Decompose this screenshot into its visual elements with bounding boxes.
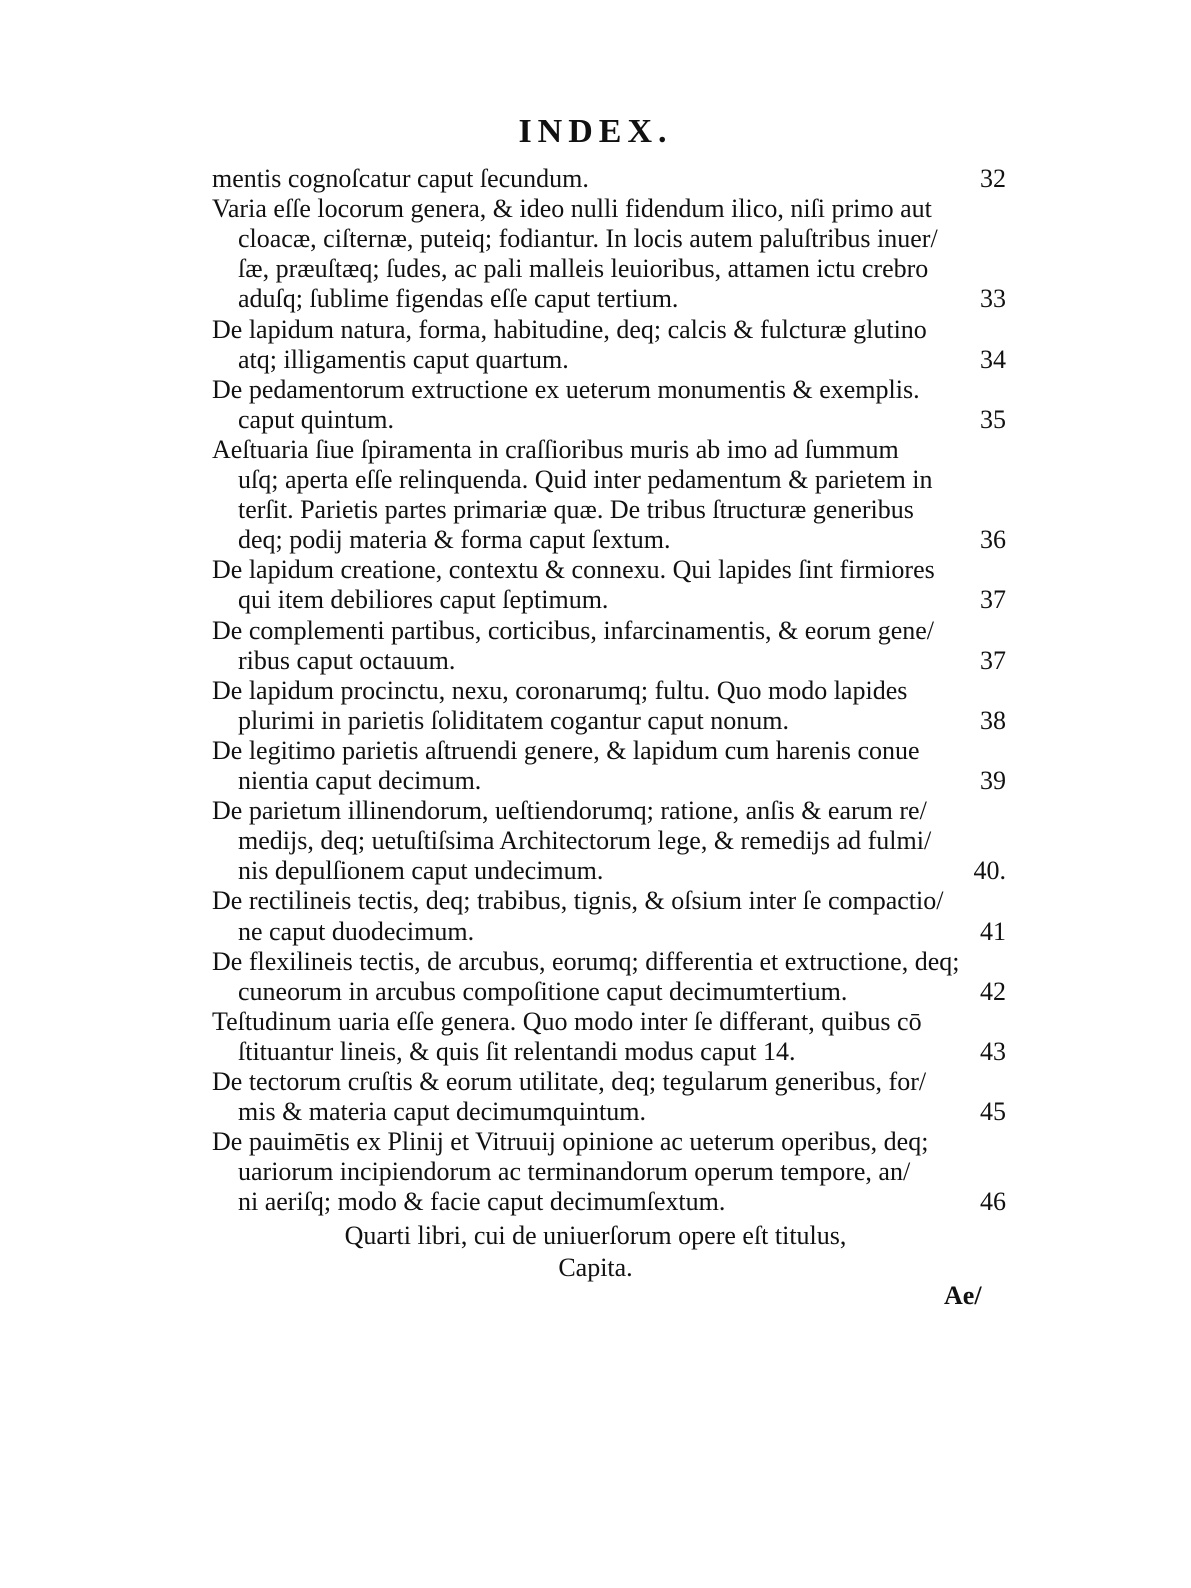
- index-line-text: ne caput duodecimum.: [238, 917, 475, 946]
- index-line-text: ni aeriſq; modo & facie caput decimumſextum.: [238, 1187, 726, 1216]
- index-line-text: De lapidum procinctu, nexu, coronarumq; fultu. Quo modo lapides: [212, 676, 908, 705]
- index-line-text: mis & materia caput decimumquintum.: [238, 1097, 646, 1126]
- index-line: [238, 254, 1006, 284]
- index-line-text: deq; podij materia & forma caput ſextum.: [238, 525, 671, 554]
- index-line-text: De pedamentorum extructione ex ueterum monumentis & exemplis.: [212, 375, 920, 404]
- index-line-text: cloacæ, ciſternæ, puteiq; fodiantur. In locis autem paluſtribus inuer/: [238, 224, 938, 253]
- catchword: Ae/: [944, 1281, 982, 1310]
- index-line-text: uariorum incipiendorum ac terminandorum operum tempore, an/: [238, 1157, 911, 1186]
- page-number: 43: [980, 1037, 1006, 1066]
- index-line: [212, 736, 1006, 766]
- index-line-text: De legitimo parietis aſtruendi genere, & lapidum cum harenis conue: [212, 736, 920, 765]
- index-line-text: mentis cognoſcatur caput ſecundum.: [212, 164, 589, 193]
- index-line-text: cuneorum in arcubus compoſitione caput decimumtertium.: [238, 977, 848, 1006]
- index-line-text: nis depulſionem caput undecimum.: [238, 856, 604, 885]
- index-line-text: De parietum illinendorum, ueſtiendorumq; ratione, anſis & earum re/: [212, 796, 927, 825]
- page-heading: INDEX.: [518, 113, 673, 150]
- page-number: 37: [980, 585, 1006, 614]
- index-line: [238, 224, 1006, 254]
- index-line-text: aduſq; ſublime figendas eſſe caput tertium.: [238, 284, 679, 313]
- index-line: [238, 1037, 1006, 1067]
- index-line: [212, 555, 1006, 585]
- index-line: [238, 495, 1006, 525]
- index-line: [212, 796, 1006, 826]
- index-line-text: Varia eſſe locorum genera, & ideo nulli fidendum ilico, niſi primo aut: [212, 194, 932, 223]
- page-number: 38: [980, 706, 1006, 735]
- index-line-text: De rectilineis tectis, deq; trabibus, tignis, & oſsium inter ſe compactio/: [212, 886, 944, 915]
- index-line-text: qui item debiliores caput ſeptimum.: [238, 585, 609, 614]
- index-line: [238, 706, 1006, 736]
- index-line: [212, 886, 1006, 916]
- index-line-text: De pauimētis ex Plinij et Vitruuij opinione ac ueterum operibus, deq;: [212, 1127, 929, 1156]
- index-line: [238, 465, 1006, 495]
- index-line: [238, 1187, 1006, 1217]
- index-line: [212, 375, 1006, 405]
- section-subtitle: Capita.: [558, 1253, 633, 1282]
- index-line: [212, 1067, 1006, 1097]
- index-line: [212, 194, 1006, 224]
- index-line: [238, 646, 1006, 676]
- page-number: 45: [980, 1097, 1006, 1126]
- index-line: [212, 164, 1006, 194]
- index-line: [238, 856, 1006, 886]
- index-line: [238, 917, 1006, 947]
- index-line: [238, 1157, 1006, 1187]
- index-line: [238, 1097, 1006, 1127]
- page-number: 40.: [973, 856, 1006, 885]
- index-line: [212, 1007, 1006, 1037]
- index-line: [212, 676, 1006, 706]
- index-line: [212, 315, 1006, 345]
- page-number: 33: [980, 284, 1006, 313]
- index-line: [238, 284, 1006, 314]
- page-number: 39: [980, 766, 1006, 795]
- index-line: [212, 616, 1006, 646]
- index-line: [212, 1127, 1006, 1157]
- index-line: [238, 826, 1006, 856]
- index-line: [238, 766, 1006, 796]
- page-number: 37: [980, 646, 1006, 675]
- index-line: [212, 435, 1006, 465]
- index-line-text: De complementi partibus, corticibus, infarcinamentis, & eorum gene/: [212, 616, 935, 645]
- index-line-text: Teſtudinum uaria eſſe genera. Quo modo inter ſe differant, quibus cō: [212, 1007, 922, 1036]
- index-line-text: atq; illigamentis caput quartum.: [238, 345, 569, 374]
- index-line-text: Aeſtuaria ſiue ſpiramenta in craſſioribus muris ab imo ad ſummum: [212, 435, 899, 464]
- index-line: [238, 525, 1006, 555]
- index-line: [238, 977, 1006, 1007]
- page-number: 32: [980, 164, 1006, 193]
- page-number: 42: [980, 977, 1006, 1006]
- index-line: [238, 345, 1006, 375]
- index-line-text: ſæ, præuſtæq; ſudes, ac pali malleis leuioribus, attamen ictu crebro: [238, 254, 929, 283]
- page-number: 36: [980, 525, 1006, 554]
- index-line-text: caput quintum.: [238, 405, 394, 434]
- index-line-text: De flexilineis tectis, de arcubus, eorumq; differentia et extructione, deq;: [212, 947, 960, 976]
- index-line-text: De tectorum cruſtis & eorum utilitate, deq; tegularum generibus, for/: [212, 1067, 927, 1096]
- index-line-text: De lapidum natura, forma, habitudine, deq; calcis & fulcturæ glutino: [212, 315, 927, 344]
- index-line-text: ribus caput octauum.: [238, 646, 456, 675]
- index-line-text: terſit. Parietis partes primariæ quæ. De tribus ſtructuræ generibus: [238, 495, 914, 524]
- index-line-text: De lapidum creatione, contextu & connexu. Qui lapides ſint firmiores: [212, 555, 935, 584]
- index-line-text: plurimi in parietis ſoliditatem cogantur caput nonum.: [238, 706, 789, 735]
- page-number: 46: [980, 1187, 1006, 1216]
- page-number: 35: [980, 405, 1006, 434]
- index-line-text: uſq; aperta eſſe relinquenda. Quid inter pedamentum & parietem in: [238, 465, 933, 494]
- index-line-text: ſtituantur lineis, & quis ſit relentandi modus caput 14.: [238, 1037, 796, 1066]
- page-number: 34: [980, 345, 1006, 374]
- page-number: 41: [980, 917, 1006, 946]
- index-line: [238, 585, 1006, 615]
- index-line: [238, 405, 1006, 435]
- index-line: [212, 947, 1006, 977]
- index-line-text: nientia caput decimum.: [238, 766, 482, 795]
- section-title: Quarti libri, cui de uniuerſorum opere eſt titulus,: [344, 1221, 847, 1250]
- index-line-text: medijs, deq; uetuſtiſsima Architectorum lege, & remedijs ad fulmi/: [238, 826, 932, 855]
